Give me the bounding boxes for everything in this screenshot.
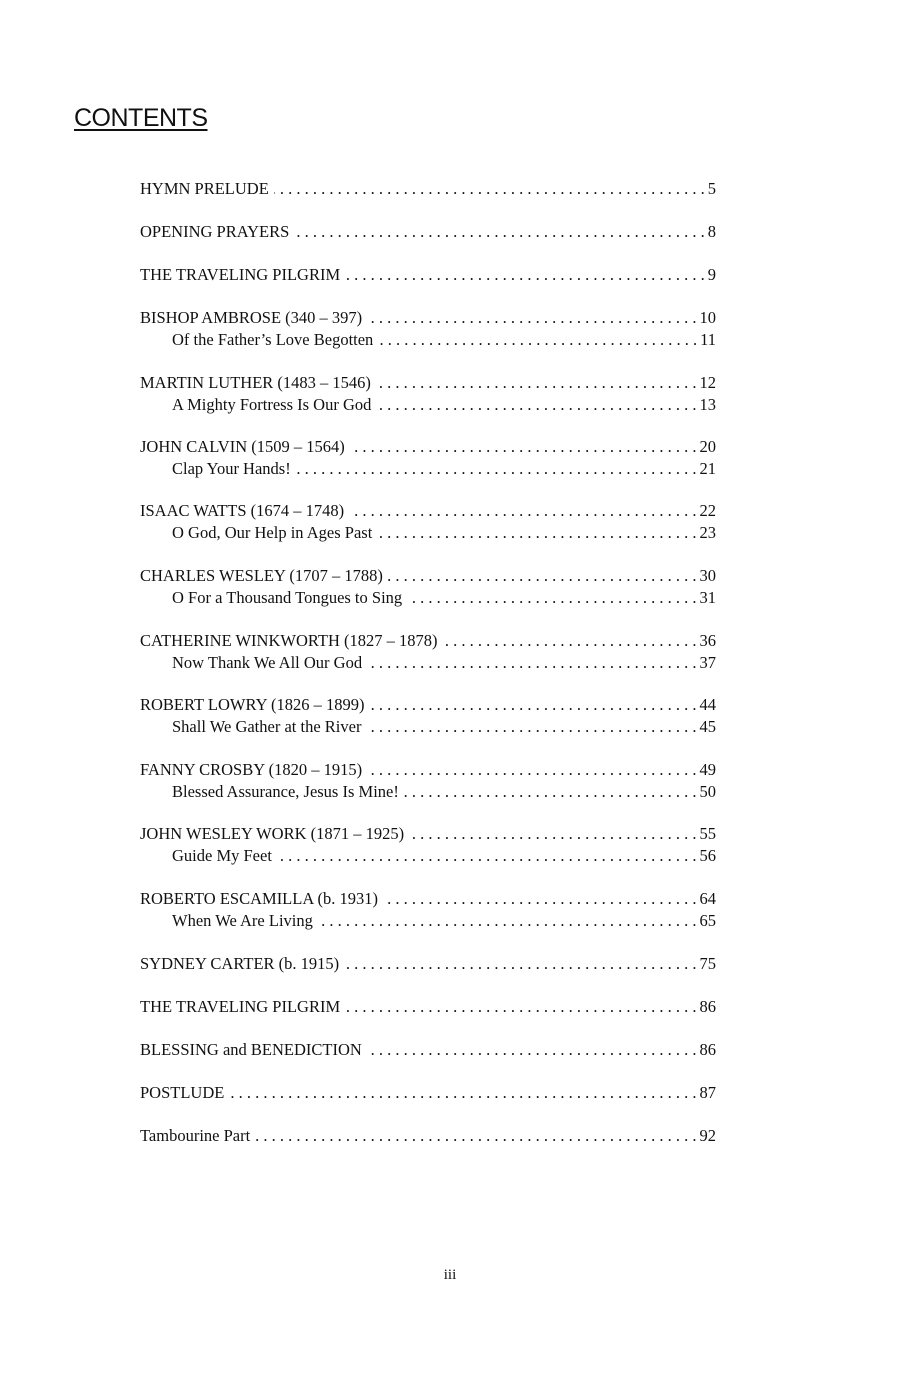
toc-page-number: 31 bbox=[699, 588, 716, 607]
toc-title: Shall We Gather at the River bbox=[172, 717, 362, 736]
toc-title: ROBERT LOWRY (1826 – 1899) bbox=[140, 695, 365, 714]
dot-leader bbox=[296, 459, 697, 479]
dot-leader bbox=[366, 717, 696, 737]
toc-sub-entry bbox=[140, 911, 716, 933]
toc-title: A Mighty Fortress Is Our God bbox=[172, 395, 372, 414]
dot-leader bbox=[367, 760, 696, 780]
toc-page-number: 9 bbox=[707, 265, 716, 284]
dot-leader bbox=[345, 997, 696, 1017]
toc-sub-entry bbox=[140, 330, 716, 352]
toc-title: JOHN CALVIN (1509 – 1564) bbox=[140, 437, 345, 456]
toc-entry bbox=[140, 373, 716, 395]
dot-leader bbox=[367, 308, 696, 328]
dot-leader bbox=[376, 373, 697, 393]
toc-title: Of the Father’s Love Begotten bbox=[172, 330, 374, 349]
toc-page-number: 50 bbox=[699, 782, 716, 801]
toc-entry bbox=[140, 1040, 716, 1062]
toc-title: BLESSING and BENEDICTION bbox=[140, 1040, 362, 1059]
dot-leader bbox=[367, 653, 696, 673]
toc-title-main: POSTLUDE bbox=[140, 1083, 225, 1102]
toc-title: SYDNEY CARTER (b. 1915) bbox=[140, 954, 340, 973]
dot-leader bbox=[277, 846, 697, 866]
toc-title: MARTIN LUTHER (1483 – 1546) bbox=[140, 373, 371, 392]
page-folio: iii bbox=[443, 1267, 457, 1283]
toc-page-number: 23 bbox=[699, 523, 716, 542]
toc-title: O God, Our Help in Ages Past bbox=[172, 523, 373, 542]
dot-leader bbox=[345, 265, 705, 285]
toc-title: Clap Your Hands! bbox=[172, 459, 291, 478]
toc-page-number: 20 bbox=[699, 437, 716, 456]
toc-title: OPENING PRAYERS bbox=[140, 222, 290, 241]
table-of-contents bbox=[140, 179, 716, 1148]
toc-page-number: 10 bbox=[699, 308, 716, 327]
toc-title: Guide My Feet bbox=[172, 846, 272, 865]
toc-title: CHARLES WESLEY (1707 – 1788) bbox=[140, 566, 383, 585]
toc-title: BISHOP AMBROSE (340 – 397) bbox=[140, 308, 363, 327]
contents-heading: CONTENTS bbox=[74, 104, 208, 132]
toc-page-number: 86 bbox=[699, 997, 716, 1016]
toc-page-number: 56 bbox=[699, 846, 716, 865]
dot-leader bbox=[409, 824, 696, 844]
dot-leader bbox=[274, 179, 705, 199]
toc-entry bbox=[140, 222, 716, 244]
toc-page-number: 65 bbox=[699, 911, 716, 930]
dot-leader bbox=[383, 889, 697, 909]
toc-page-number: 75 bbox=[699, 954, 716, 973]
toc-page-number: 44 bbox=[699, 695, 716, 714]
toc-page-number: 55 bbox=[699, 824, 716, 843]
toc-sub-entry bbox=[140, 653, 716, 675]
dot-leader bbox=[377, 523, 696, 543]
dot-leader bbox=[294, 222, 704, 242]
toc-page-number: 49 bbox=[699, 760, 716, 779]
dot-leader bbox=[404, 782, 697, 802]
toc-entry bbox=[140, 695, 716, 717]
dot-leader bbox=[370, 695, 697, 715]
toc-entry bbox=[140, 566, 716, 588]
dot-leader bbox=[344, 954, 696, 974]
toc-page-number: 45 bbox=[699, 717, 716, 736]
dot-leader bbox=[350, 437, 697, 457]
toc-sub-entry bbox=[140, 717, 716, 739]
toc-page-number: 37 bbox=[699, 653, 716, 672]
toc-entry bbox=[140, 1083, 716, 1105]
toc-entry bbox=[140, 889, 716, 911]
dot-leader bbox=[443, 631, 697, 651]
toc-entry bbox=[140, 1126, 716, 1148]
toc-page-number: 30 bbox=[699, 566, 716, 585]
dot-leader bbox=[376, 395, 696, 415]
dot-leader bbox=[229, 1083, 696, 1103]
dot-leader bbox=[255, 1126, 696, 1146]
toc-title: Tambourine Part bbox=[140, 1126, 251, 1145]
toc-sub-entry bbox=[140, 588, 716, 610]
toc-entry bbox=[140, 631, 716, 653]
dot-leader bbox=[318, 911, 697, 931]
toc-title: THE TRAVELING PILGRIM bbox=[140, 997, 341, 1016]
toc-title: CATHERINE WINKWORTH (1827 – 1878) bbox=[140, 631, 438, 650]
toc-title: THE TRAVELING PILGRIM bbox=[140, 265, 341, 284]
toc-title: Now Thank We All Our God bbox=[172, 653, 363, 672]
toc-page-number: 36 bbox=[699, 631, 716, 650]
toc-entry bbox=[140, 824, 716, 846]
toc-title: When We Are Living bbox=[172, 911, 313, 930]
toc-page-number: 92 bbox=[699, 1126, 716, 1145]
dot-leader bbox=[378, 330, 697, 350]
toc-page-number: 87 bbox=[699, 1083, 716, 1102]
toc-entry bbox=[140, 308, 716, 330]
toc-page-number: 5 bbox=[707, 179, 716, 198]
toc-page-number: 86 bbox=[699, 1040, 716, 1059]
toc-title: FANNY CROSBY (1820 – 1915) bbox=[140, 760, 363, 779]
toc-sub-entry bbox=[140, 846, 716, 868]
toc-page-number: 13 bbox=[699, 395, 716, 414]
toc-entry bbox=[140, 954, 716, 976]
toc-page-number: 8 bbox=[707, 222, 716, 241]
toc-page-number: 22 bbox=[699, 501, 716, 520]
toc-entry bbox=[140, 437, 716, 459]
dot-leader bbox=[407, 588, 696, 608]
toc-title: O For a Thousand Tongues to Sing bbox=[172, 588, 403, 607]
toc-title: Blessed Assurance, Jesus Is Mine! bbox=[172, 782, 399, 801]
toc-entry bbox=[140, 265, 716, 287]
toc-page-number: 12 bbox=[699, 373, 716, 392]
toc-sub-entry bbox=[140, 395, 716, 417]
toc-sub-entry bbox=[140, 523, 716, 545]
toc-title: ROBERTO ESCAMILLA (b. 1931) bbox=[140, 889, 378, 908]
toc-title: HYMN PRELUDE bbox=[140, 179, 269, 198]
dot-leader bbox=[367, 1040, 697, 1060]
toc-page-number: 11 bbox=[700, 330, 716, 349]
dot-leader bbox=[349, 501, 696, 521]
toc-sub-entry bbox=[140, 782, 716, 804]
toc-title: JOHN WESLEY WORK (1871 – 1925) bbox=[140, 824, 405, 843]
dot-leader bbox=[388, 566, 697, 586]
toc-entry bbox=[140, 179, 716, 201]
toc-page-number: 64 bbox=[699, 889, 716, 908]
toc-entry bbox=[140, 501, 716, 523]
toc-entry bbox=[140, 997, 716, 1019]
toc-title: ISAAC WATTS (1674 – 1748) bbox=[140, 501, 345, 520]
toc-title bbox=[140, 1083, 229, 1103]
toc-entry bbox=[140, 760, 716, 782]
toc-sub-entry bbox=[140, 459, 716, 481]
toc-page-number: 21 bbox=[699, 459, 716, 478]
